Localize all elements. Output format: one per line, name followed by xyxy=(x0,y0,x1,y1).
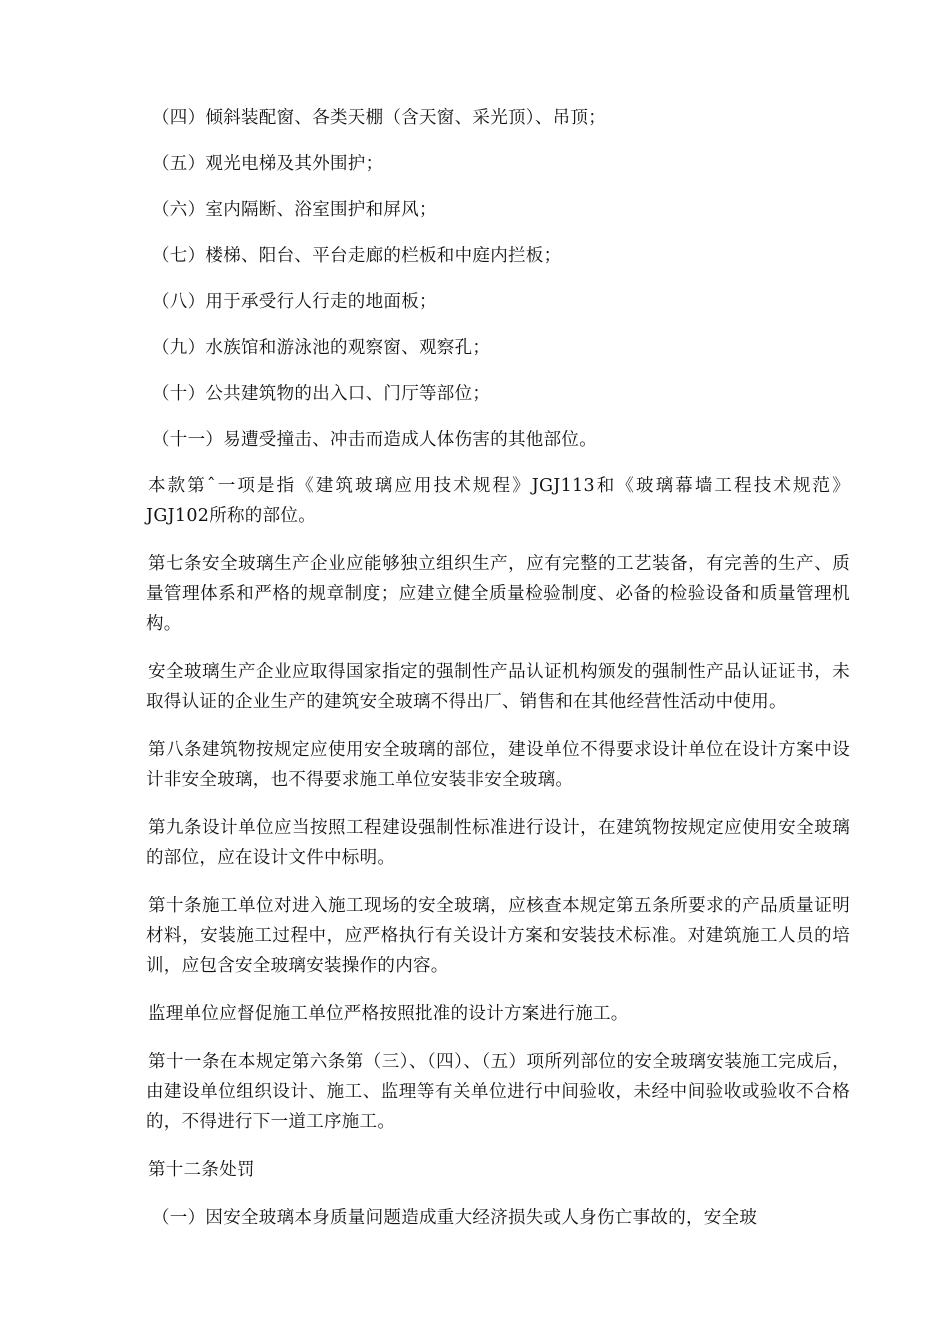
list-item-8: （八）用于承受行人行走的地面板； xyxy=(152,292,437,312)
paragraph-penalty-item-1: （一）因安全玻璃本身质量问题造成重大经济损失或人身伤亡事故的，安全玻 xyxy=(152,1208,758,1228)
paragraph-article-9: 第九条设计单位应当按照工程建设强制性标准进行设计，在建筑物按规定应使用安全玻璃的部位，应在设计文件中标明。 xyxy=(146,818,850,868)
list-item-7: （七）楼梯、阳台、平台走廊的栏板和中庭内拦板； xyxy=(152,246,562,266)
list-item-10: （十）公共建筑物的出入口、门厅等部位； xyxy=(152,384,491,404)
paragraph-certification: 安全玻璃生产企业应取得国家指定的强制性产品认证机构颁发的强制性产品认证证书，未取得认证的企业生产的建筑安全玻璃不得出厂、销售和在其他经营性活动中使用。 xyxy=(146,662,850,712)
paragraph-supervision: 监理单位应督促施工单位严格按照批准的设计方案进行施工。 xyxy=(148,1004,629,1024)
paragraph-article-8: 第八条建筑物按规定应使用安全玻璃的部位，建设单位不得要求设计单位在设计方案中设计非安全玻璃，也不得要求施工单位安装非安全玻璃。 xyxy=(146,740,850,790)
list-item-11: （十一）易遭受撞击、冲击而造成人体伤害的其他部位。 xyxy=(152,430,597,450)
document-body xyxy=(146,103,850,1233)
list-item-5: （五）观光电梯及其外围护； xyxy=(152,154,384,174)
paragraph-article-11: 第十一条在本规定第六条第（三）、（四）、（五）项所列部位的安全玻璃安装施工完成后，由建设单位组织设计、施工、监理等有关单位进行中间验收，未经中间验收或验收不合格的，不得进行下一道工序施工。 xyxy=(146,1052,850,1132)
paragraph-reference-note: 本款第ˆ一项是指《建筑玻璃应用技术规程》JGJ113和《玻璃幕墙工程技术规范》JGJ102所称的部位。 xyxy=(146,476,850,526)
list-item-4: （四）倾斜装配窗、各类天棚（含天窗、采光顶）、吊顶； xyxy=(152,108,607,128)
list-item-9: （九）水族馆和游泳池的观察窗、观察孔； xyxy=(152,338,491,358)
list-item-6: （六）室内隔断、浴室围护和屏风； xyxy=(152,200,437,220)
paragraph-article-10: 第十条施工单位对进入施工现场的安全玻璃，应核查本规定第五条所要求的产品质量证明材料，安装施工过程中，应严格执行有关设计方案和安装技术标准。对建筑施工人员的培训，应包含安全玻璃安装操作的内容。 xyxy=(146,896,850,976)
paragraph-article-7: 第七条安全玻璃生产企业应能够独立组织生产，应有完整的工艺装备，有完善的生产、质量管理体系和严格的规章制度；应建立健全质量检验制度、必备的检验设备和质量管理机构。 xyxy=(146,554,850,634)
paragraph-article-12-heading: 第十二条处罚 xyxy=(148,1160,255,1180)
